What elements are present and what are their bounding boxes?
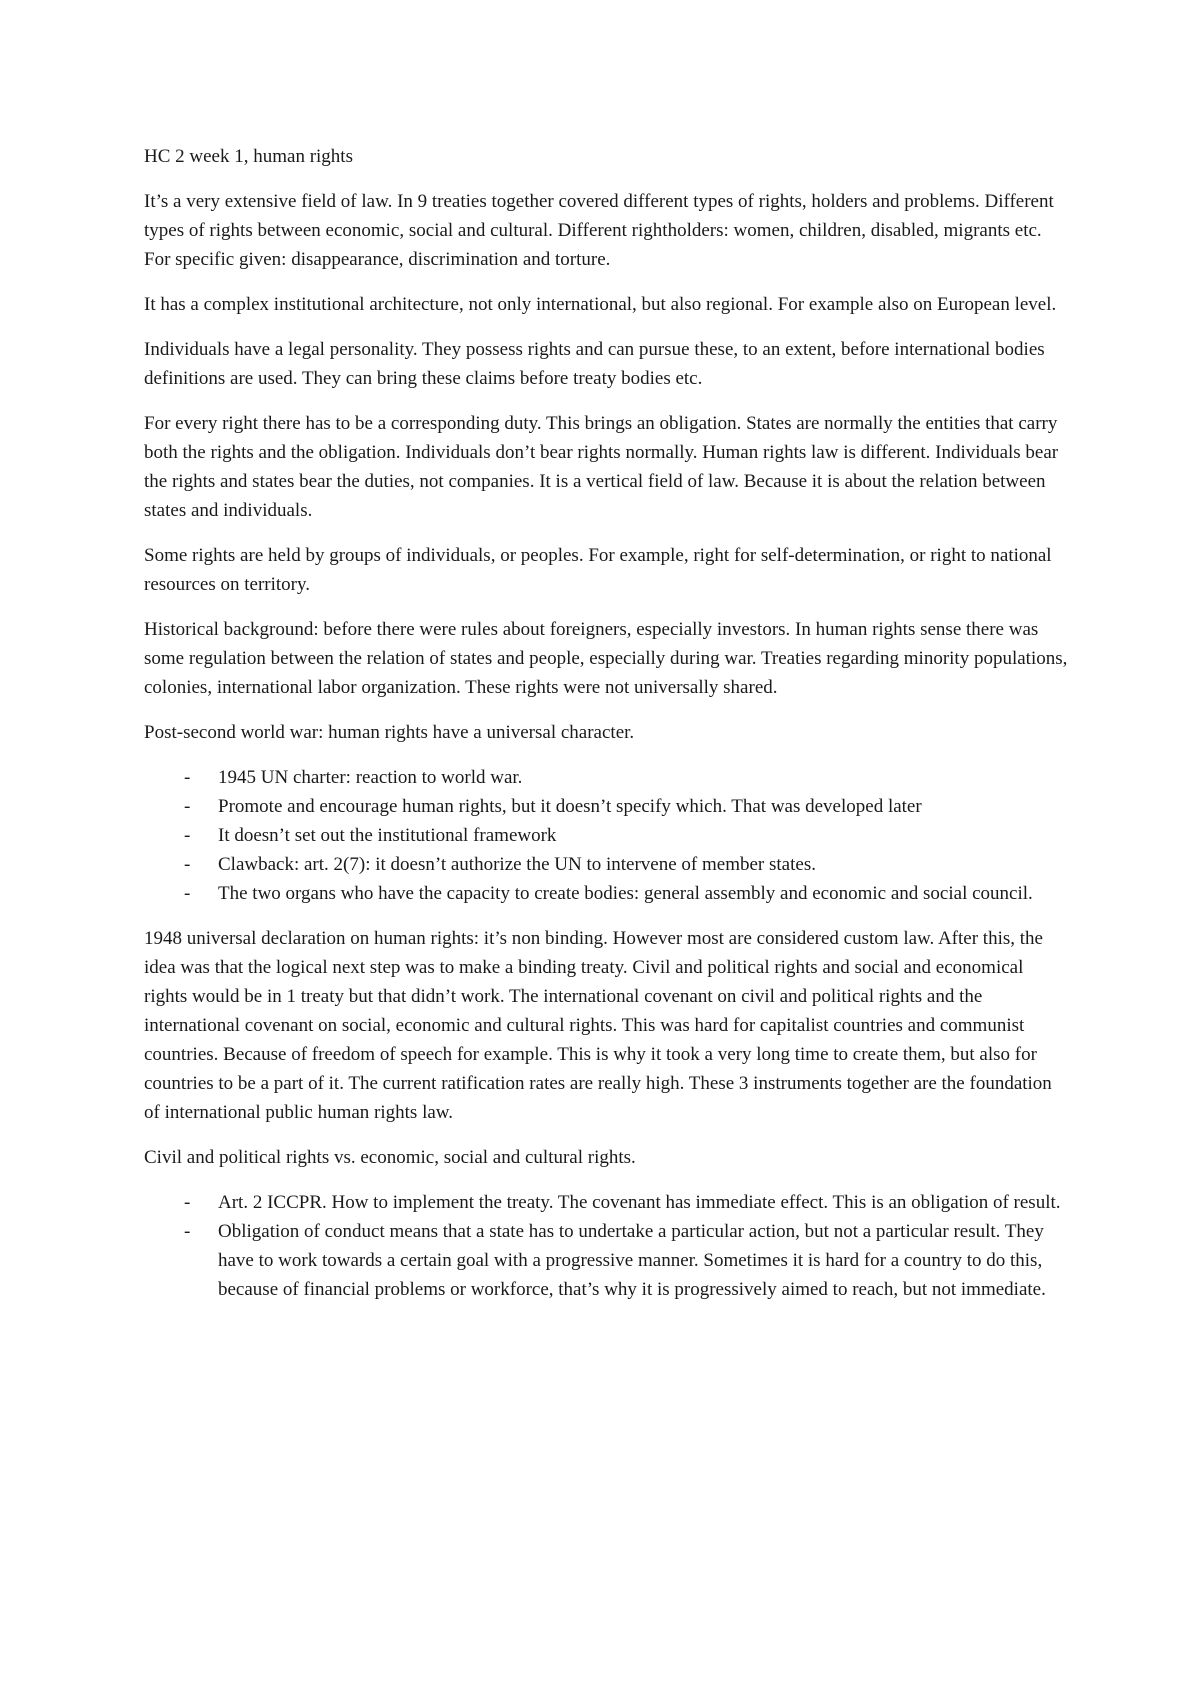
list-item xyxy=(144,763,1069,792)
list-item-text: It doesn’t set out the institutional framework xyxy=(218,825,557,846)
list-item xyxy=(144,879,1069,908)
bullet-dash: - xyxy=(184,1192,191,1213)
paragraph-1948-declaration: 1948 universal declaration on human rights: it’s non binding. However most are considered custom law. After this, the idea was that the logical next step was to make a binding treaty. Civil and political rights and social and economical rights would be in 1 treaty but that didn’t work. The international covenant on civil and political rights and the international covenant on social, economic and cultural rights. This was hard for capitalist countries and communist countries. Because of freedom of speech for example. This is why it took a very long time to create them, but also for countries to be a part of it. The current ratification rates are really high. These 3 instruments together are the foundation of international public human rights law. xyxy=(144,928,1052,1123)
bullet-dash: - xyxy=(184,854,191,875)
list-item xyxy=(144,792,1069,821)
paragraph-historical-background: Historical background: before there were rules about foreigners, especially investors. In human rights sense there was some regulation between the relation of states and people, especially during war. Treaties regarding minority populations, colonies, international labor organization. These rights were not universally shared. xyxy=(144,619,1068,698)
bullet-dash: - xyxy=(184,796,191,817)
list-item xyxy=(144,821,1069,850)
bullet-dash: - xyxy=(184,883,191,904)
paragraph-legal-personality: Individuals have a legal personality. They possess rights and can pursue these, to an extent, before international bodies definitions are used. They can bring these claims before treaty bodies etc. xyxy=(144,339,1045,389)
list-postwar xyxy=(144,763,1069,908)
list-item-text: 1945 UN charter: reaction to world war. xyxy=(218,767,523,788)
list-item xyxy=(144,1217,1069,1304)
paragraph-post-war: Post-second world war: human rights have a universal character. xyxy=(144,722,635,743)
list-item-text: Clawback: art. 2(7): it doesn’t authorize the UN to intervene of member states. xyxy=(218,854,816,875)
list-item-text: The two organs who have the capacity to create bodies: general assembly and economic and social council. xyxy=(218,883,1033,904)
paragraph-architecture: It has a complex institutional architecture, not only international, but also regional. For example also on European level. xyxy=(144,294,1057,315)
bullet-dash: - xyxy=(184,1221,191,1242)
document-page xyxy=(144,142,1069,1320)
bullet-dash: - xyxy=(184,825,191,846)
list-item-text: Promote and encourage human rights, but it doesn’t specify which. That was developed later xyxy=(218,796,922,817)
paragraph-group-rights: Some rights are held by groups of individuals, or peoples. For example, right for self-determination, or right to national resources on territory. xyxy=(144,545,1052,595)
list-iccpr xyxy=(144,1188,1069,1304)
document-title: HC 2 week 1, human rights xyxy=(144,146,353,167)
bullet-dash: - xyxy=(184,767,191,788)
list-item-text: Art. 2 ICCPR. How to implement the treaty. The covenant has immediate effect. This is an obligation of result. xyxy=(218,1192,1061,1213)
list-item xyxy=(144,1188,1069,1217)
list-item xyxy=(144,850,1069,879)
list-item-text: Obligation of conduct means that a state has to undertake a particular action, but not a particular result. They have to work towards a certain goal with a progressive manner. Sometimes it is hard for a country to do this, because of financial problems or workforce, that’s why it is progressively aimed to reach, but not immediate. xyxy=(218,1221,1046,1300)
paragraph-civil-vs-economic: Civil and political rights vs. economic, social and cultural rights. xyxy=(144,1147,636,1168)
paragraph-overview: It’s a very extensive field of law. In 9 treaties together covered different types of rights, holders and problems. Different types of rights between economic, social and cultural. Different rightholders: women, children, disabled, migrants etc. For specific given: disappearance, discrimination and torture. xyxy=(144,191,1054,270)
paragraph-rights-duties: For every right there has to be a corresponding duty. This brings an obligation. States are normally the entities that carry both the rights and the obligation. Individuals don’t bear rights normally. Human rights law is different. Individuals bear the rights and states bear the duties, not companies. It is a vertical field of law. Because it is about the relation between states and individuals. xyxy=(144,413,1059,521)
